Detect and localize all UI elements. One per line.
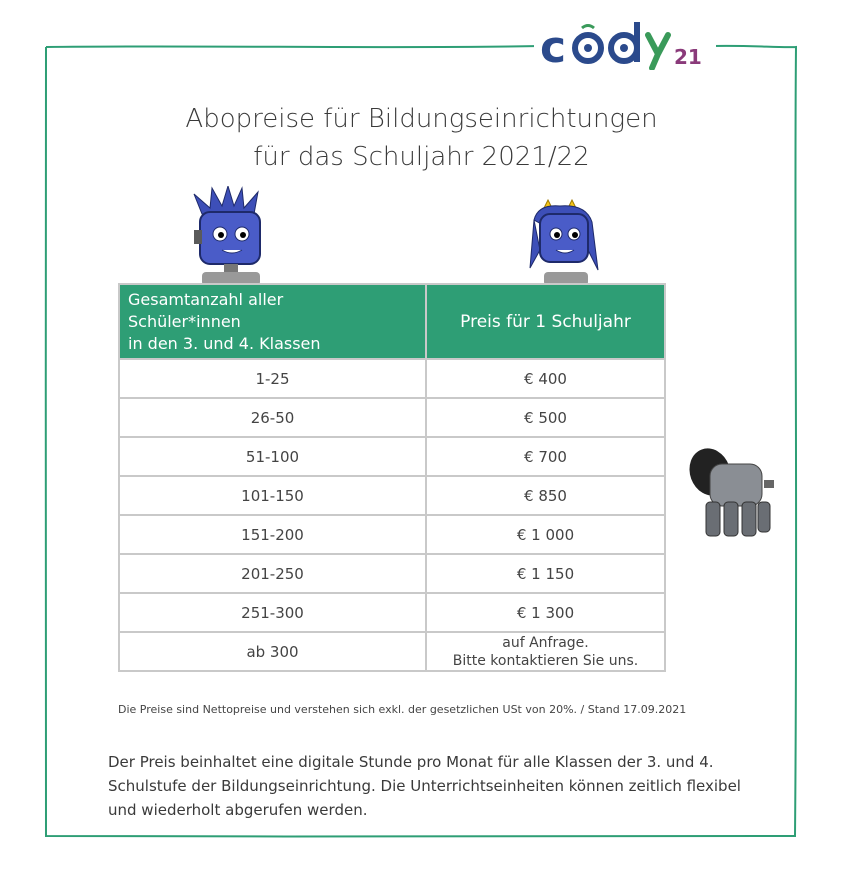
range-cell: ab 300 (119, 632, 426, 671)
table-header-row (119, 284, 665, 359)
price-cell: auf Anfrage. Bitte kontaktieren Sie uns. (426, 632, 665, 671)
title-line-1: Abopreise für Bildungseinrichtungen (185, 104, 658, 134)
table-row (119, 476, 665, 515)
price-cell: € 1 000 (426, 515, 665, 554)
price-cell: € 400 (426, 359, 665, 398)
robot-boy-illustration (188, 186, 274, 286)
price-cell: € 1 150 (426, 554, 665, 593)
robot-dog-illustration (686, 446, 776, 542)
price-cell: € 850 (426, 476, 665, 515)
table-row (119, 632, 665, 671)
range-cell: 51-100 (119, 437, 426, 476)
table-row (119, 515, 665, 554)
table-row (119, 554, 665, 593)
price-cell: € 1 300 (426, 593, 665, 632)
range-cell: 26-50 (119, 398, 426, 437)
cody-logo (534, 20, 716, 70)
range-cell: 201-250 (119, 554, 426, 593)
robot-girl-illustration (528, 190, 608, 286)
price-cell: € 700 (426, 437, 665, 476)
page-title (0, 100, 843, 176)
range-cell: 101-150 (119, 476, 426, 515)
price-table (118, 283, 666, 672)
price-footnote: Die Preise sind Nettopreise und verstehen sich exkl. der gesetzlichen USt von 20%. / Stand 17.09.2021 (118, 703, 687, 716)
table-row (119, 593, 665, 632)
header-price: Preis für 1 Schuljahr (426, 284, 665, 359)
table-row (119, 359, 665, 398)
svg-text:c: c (540, 22, 567, 70)
price-cell: € 500 (426, 398, 665, 437)
description-text: Der Preis beinhaltet eine digitale Stunde pro Monat für alle Klassen der 3. und 4. Schulstufe der Bildungseinrichtung. Die Unterrichtseinheiten können zeitlich flexibel und wiederholt abgerufen werden. (108, 753, 741, 819)
range-cell: 1-25 (119, 359, 426, 398)
svg-text:21: 21 (674, 45, 702, 69)
table-row (119, 398, 665, 437)
table-row (119, 437, 665, 476)
range-cell: 151-200 (119, 515, 426, 554)
header-student-count: Gesamtanzahl aller Schüler*innen in den 3. und 4. Klassen (119, 284, 426, 359)
range-cell: 251-300 (119, 593, 426, 632)
title-line-2: für das Schuljahr 2021/22 (253, 142, 590, 172)
